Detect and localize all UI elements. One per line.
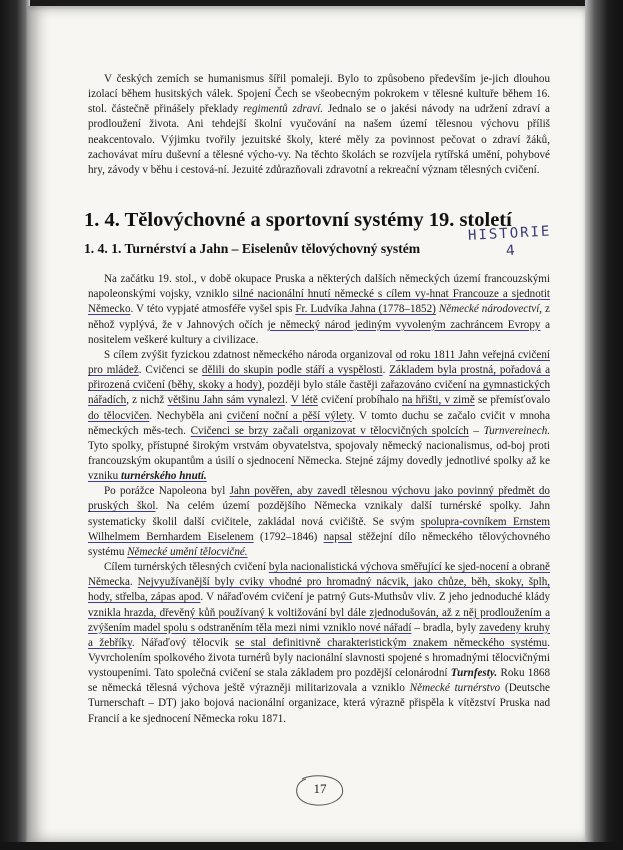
text: , z nichž: [126, 394, 168, 407]
scan-shadow-left: [0, 0, 30, 850]
paragraph-after-napoleon: [88, 484, 550, 560]
intro-emphasis: regimentů zdraví.: [243, 103, 324, 116]
underlined-text: zavedeny kruhy a žebříky: [88, 621, 550, 649]
intro-paragraph: [88, 72, 550, 178]
underlined-text: od roku 1811 Jahn veřejná cvičení pro mládež: [88, 348, 550, 377]
text: se přemísťovalo: [474, 394, 550, 407]
term: turnérského hnutí.: [120, 470, 207, 483]
underlined-text: Nejvyužívanější byly cviky vhodné pro hromadný nácvik, jako chůze, běh, skoky, šplh, hody, střelba, zápas apod: [88, 576, 551, 604]
text: .: [285, 394, 291, 407]
text: vzniku: [88, 470, 121, 483]
term: Německé turnérstvo: [409, 682, 501, 695]
text: .: [382, 364, 390, 377]
text: . Cvičenci se: [138, 364, 202, 377]
text: . Nechyběla ani: [149, 409, 227, 422]
book-title: Německé národovectví,: [438, 303, 543, 316]
underlined-text: cvičení noční a pěší výlety: [226, 409, 352, 422]
underlined-text: Jahn pověřen, aby zavedl tělesnou výchovu jako povinný předmět do pruských škol: [88, 485, 550, 513]
text: Po porážce Napoleona byl: [104, 485, 230, 498]
term: Turnvereinech.: [483, 424, 551, 437]
text: z něhož vyplývá, že v Jahnových očích: [88, 303, 550, 331]
underlined-text: silné nacionální hnutí německé s cílem vy-hnat Francouze a sjednotit Německo: [88, 288, 550, 316]
underlined-text: spolupra-covníkem Ernstem Wilhelmem Bernhardem Eiselenem: [88, 515, 550, 543]
underlined-text: vznikla hrazda, dřevěný kůň používaný k voltižování byl dále zjednodušován, až z něj prodloužením a zvýšením madel spolu s odstraněním těla mezi nimi vzniklo nové nářadí: [88, 606, 550, 634]
text: .: [129, 576, 138, 589]
text: . V nářaďovém cvičení je patrný Guts-Muthsův vliv. Z jeho jednoduché klády: [200, 591, 551, 604]
text: . Nářaďový tělocvik: [131, 636, 236, 649]
subsection-heading: 1. 4. 1. Turnérství a Jahn – Eiselenův tělovýchovný systém: [84, 241, 421, 257]
text: Cílem turnérských tělesných cvičení: [104, 561, 269, 574]
underlined-text: napsal: [323, 530, 353, 543]
handwritten-note: HISTORIE: [467, 223, 552, 244]
underlined-text: Základem byla prostná, pořadová a přirozená cvičení (běhy, skoky a hody): [88, 364, 550, 392]
page-content: [84, 72, 551, 727]
text: a nositelem veškeré kultury a civilizace.: [88, 318, 550, 346]
paragraph-exercises: [88, 348, 550, 484]
text: cvičení probíhalo: [317, 394, 402, 407]
paragraph-goals: [88, 560, 550, 727]
scan-shadow-right: [585, 0, 623, 850]
text: Tyto spolky, přístupné širokým vrstvám obyvatelstva, spojovaly německý nacionalismus, od-boj proti francouzským okupantům a úsilí o sjednocení Německa. Stejné zájmy dovedly jednotlivé spolky až ke: [88, 439, 550, 467]
intro-text-2: Jednalo se o jakési návody na udržení zdraví a prodloužení života. Ani tehdejší školní vyučování na našem území tělesnou výchovu příliš neakcentovalo. Výjimku tvořily jezuitské školy, které měly za povinnost pečovat o zdraví žáků, zachovávat míru duševní a tělesné výcho-vy. Na těchto školách se rozvíjela rytířská umění, pohybové hry, závody v běhu i cestová-ní. Jezuité zdůrazňovali zdravotní a rekreační význam tělesných cvičení.: [88, 103, 550, 176]
text: . V tomto duchu se začalo cvičit v mnoha německých měs-tech.: [88, 409, 551, 437]
text: Roku 1868 se německá tělesná výchova ještě výrazněji militarizovala a vzniklo: [88, 667, 550, 695]
text: (Deutsche Turnerschaft – DT) jako bojová nacionální organizace, která výrazně přispěla k vítězství Pruska nad Francií a ke sjednocení Německa roku 1871.: [88, 682, 550, 725]
underlined-text: [88, 470, 207, 482]
underlined-text: dělili do skupin podle stáří a vyspělosti: [201, 364, 383, 377]
scan-shadow-bottom: [0, 842, 623, 850]
underlined-text: se stal definitivně charakteristickým znakem německého systému: [235, 636, 548, 649]
text: – bradla, byly: [411, 621, 480, 634]
text: Na začátku 19. stol., v době okupace Pruska a některých dalších německých území francouzskými napoleonskými vojsky, vzniklo: [88, 273, 550, 301]
text: , později bylo stále častěji: [261, 379, 381, 392]
underlined-text: na hřišti, v zimě: [401, 394, 475, 407]
text: (1792–1846): [253, 530, 324, 543]
underlined-text: zařazováno cvičení na gymnastických nářadích: [88, 379, 550, 407]
section-heading: 1. 4. Tělovýchovné a sportovní systémy 19. století: [84, 209, 512, 232]
underlined-text: do tělocvičen: [88, 409, 150, 422]
underlined-text: Fr. Ludvíka Jahna (1778–1852): [295, 303, 436, 316]
text: S cílem zvýšit fyzickou zdatnost německého národa organizoval: [104, 348, 396, 361]
term: Turnfesty.: [450, 667, 498, 680]
page-number: 17: [313, 781, 327, 796]
intro-text-1: V českých zemích se humanismus šířil pomaleji. Bylo to způsobeno především je-jich dlouhou izolací během husitských válek. Spojení Čech se všeobecným pokrokem v tělesné kultuře během 16. stol. částečně přinášely překlady: [88, 73, 550, 116]
text: –: [468, 424, 484, 437]
text: stěžejní dílo německého tělovýchovného systému: [88, 530, 551, 558]
underlined-text: Cvičenci se brzy začali organizovat v tělocvičných spolcích: [190, 424, 469, 437]
underlined-text: byla nacionalistická výchova směřující ke sjed-nocení a obraně Německa: [88, 561, 550, 589]
book-title: Německé umění tělocvičné.: [127, 545, 248, 558]
text: . Na celém území pozdějšího Německa vznikaly další turnérské spolky. Jahn systematicky školil další cvičitele, zakládal nová cvičiště. Se svým: [88, 500, 550, 528]
underlined-text: V létě: [290, 394, 318, 407]
underlined-text: je německý národ jediným vyvoleným zachráncem Evropy: [267, 318, 541, 331]
text: . V této vypjaté atmosféře vyšel spis: [130, 303, 296, 316]
text: . Vyvrcholením spolkového života turnérů byly nacionální slavnosti spojené s hromadnými tělocvičnými vystoupeními. Tato společná cvičení se stala základem pro pozdější celonárodní: [88, 636, 550, 680]
handwritten-number: 4: [505, 242, 516, 260]
paragraph-occupation: [88, 272, 550, 348]
underlined-text: většinu Jahn sám vynalezl: [167, 394, 285, 407]
